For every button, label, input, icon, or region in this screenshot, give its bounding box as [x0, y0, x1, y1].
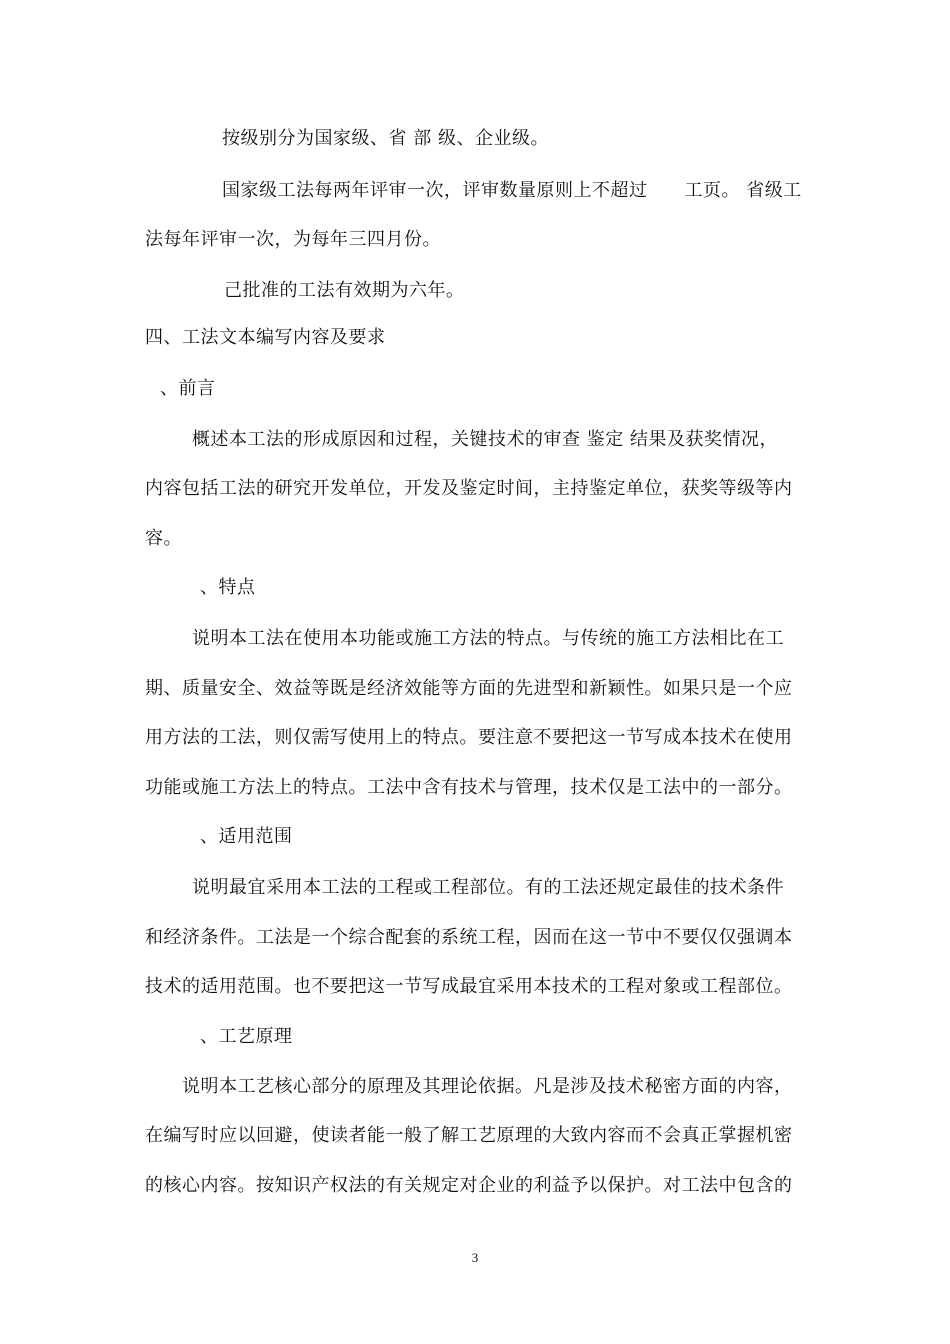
text-line: 说明本工艺核心部分的原理及其理论依据。凡是涉及技术秘密方面的内容， — [182, 1076, 793, 1097]
subsection-heading: 、工艺原理 — [200, 1026, 293, 1047]
text-line: 说明最宜采用本工法的工程或工程部位。有的工法还规定最佳的技术条件 — [192, 877, 784, 898]
text-line: 在编写时应以回避，使读者能一般了解工艺原理的大致内容而不会真正掌握机密 — [145, 1125, 793, 1146]
subsection-heading: 、前言 — [160, 378, 216, 399]
text-line: 技术的适用范围。也不要把这一节写成最宜采用本技术的工程对象或工程部位。 — [145, 976, 793, 997]
subsection-heading: 、适用范围 — [200, 826, 293, 847]
section-heading: 四、工法文本编写内容及要求 — [145, 327, 386, 348]
text-line: 用方法的工法，则仅需写使用上的特点。要注意不要把这一节写成本技术在使用 — [145, 727, 793, 748]
text-line: 和经济条件。工法是一个综合配套的系统工程，因而在这一节中不要仅仅强调本 — [145, 927, 793, 948]
text-line: 己批准的工法有效期为六年。 — [224, 280, 465, 301]
text-line: 说明本工法在使用本功能或施工方法的特点。与传统的施工方法相比在工 — [192, 628, 784, 649]
text-line: 国家级工法每两年评审一次，评审数量原则上不超过 工页。 省级工 — [222, 180, 802, 201]
text-line: 的核心内容。按知识产权法的有关规定对企业的利益予以保护。对工法中包含的 — [145, 1175, 793, 1196]
text-line: 内容包括工法的研究开发单位，开发及鉴定时间，主持鉴定单位，获奖等级等内 — [145, 478, 793, 499]
text-line: 按级别分为国家级、省 部 级、企业级。 — [222, 128, 549, 149]
text-line: 法每年评审一次，为每年三四月份。 — [145, 229, 441, 250]
text-line: 功能或施工方法上的特点。工法中含有技术与管理，技术仅是工法中的一部分。 — [145, 777, 793, 798]
subsection-heading: 、特点 — [200, 577, 256, 598]
text-line: 期、质量安全、效益等既是经济效能等方面的先进型和新颖性。如果只是一个应 — [145, 678, 793, 699]
page-number: 3 — [471, 1250, 479, 1265]
text-line: 概述本工法的形成原因和过程，关键技术的审查 鉴定 结果及获奖情况， — [192, 429, 778, 450]
text-line: 容。 — [145, 528, 182, 549]
